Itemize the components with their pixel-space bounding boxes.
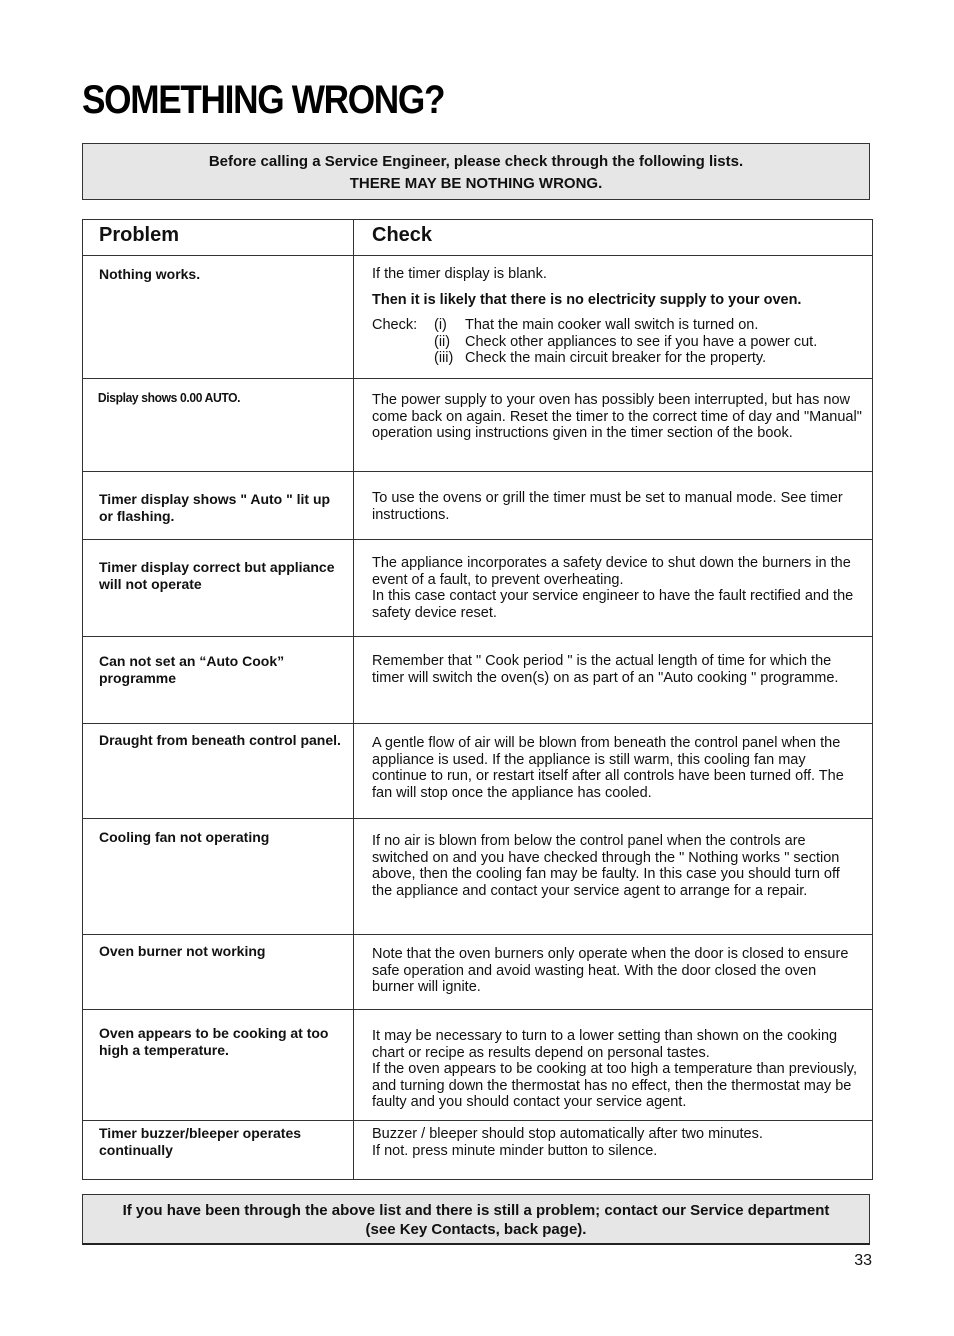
notice-line-1: If you have been through the above list and there is still a problem; contact our Service department (122, 1202, 830, 1219)
table-row (83, 379, 873, 472)
check-label: Check: (372, 317, 418, 333)
problem-cell: Nothing works. (99, 266, 201, 282)
table-row (83, 724, 873, 819)
table-row (83, 1121, 873, 1180)
check-cell: To use the ovens or grill the timer must be set to manual mode. See timer instructions. (372, 490, 843, 523)
problem-cell: Cooling fan not operating (99, 829, 270, 845)
table-row (83, 540, 873, 637)
problem-cell: Oven appears to be cooking at too high a temperature. (99, 1025, 329, 1058)
list-item: Check the main circuit breaker for the property. (465, 350, 767, 366)
problem-cell: Draught from beneath control panel. (99, 732, 341, 748)
problem-cell: Timer display correct but appliance will not operate (99, 559, 335, 592)
check-cell: Remember that " Cook period " is the actual length of time for which the timer will switch the oven(s) on as part of an "Auto cooking " programme. (372, 653, 839, 686)
page-title: SOMETHING WRONG? (82, 78, 445, 122)
list-item-number: (i) (434, 317, 447, 333)
service-contact-notice (82, 1194, 870, 1245)
check-text: Buzzer / bleeper should stop automatically after two minutes. (372, 1126, 763, 1142)
check-cell: A gentle flow of air will be blown from beneath the control panel when the appliance is used. If the appliance is still warm, this cooling fan may continue to run, or restart itself after all controls have been turned off. The fan will stop once the appliance has cooled. (372, 735, 844, 801)
table-row (83, 935, 873, 1010)
check-text: It may be necessary to turn to a lower setting than shown on the cooking chart or recipe as results depend on personal tastes. (372, 1028, 838, 1061)
list-item-number: (iii) (434, 350, 454, 366)
check-cell: Note that the oven burners only operate when the door is closed to ensure safe operation and avoid wasting heat. With the door closed the oven burner will ignite. (372, 946, 849, 995)
problem-cell: Timer buzzer/bleeper operates continually (99, 1125, 302, 1158)
check-cell: The power supply to your oven has possibly been interrupted, but has now come back on again. Reset the timer to the correct time of day and "Manual" operation using instructions given in the timer section of the book. (372, 392, 862, 441)
check-cell (354, 1121, 872, 1159)
table-row (83, 1010, 873, 1121)
list-item: That the main cooker wall switch is turned on. (465, 317, 759, 333)
table-row (83, 819, 873, 935)
pre-service-notice (82, 143, 870, 200)
check-text: If the timer display is blank. (372, 266, 547, 282)
check-column-header: Check (354, 220, 873, 256)
problem-cell: Display shows 0.00 AUTO. (97, 390, 241, 405)
page-number: 33 (854, 1252, 872, 1269)
troubleshooting-table (82, 219, 873, 1180)
check-text: If the oven appears to be cooking at too high a temperature than previously, and turning down the thermostat has no effect, then the thermostat may be faulty and you should contact your service agent. (372, 1061, 857, 1110)
problem-cell: Oven burner not working (99, 943, 266, 959)
list-item-number: (ii) (434, 333, 451, 350)
problem-cell: Can not set an “Auto Cook” programme (99, 653, 285, 686)
check-text: The appliance incorporates a safety device to shut down the burners in the event of a fault, to prevent overheating. (372, 555, 851, 588)
check-cell (354, 540, 872, 621)
check-text: If not. press minute minder button to silence. (372, 1142, 658, 1159)
check-list (372, 317, 862, 367)
notice-line-1: Before calling a Service Engineer, please check through the following lists. (208, 153, 744, 170)
table-row (83, 637, 873, 724)
check-cell (354, 1010, 872, 1111)
check-text-bold: Then it is likely that there is no electricity supply to your oven. (372, 291, 802, 308)
table-header-row (83, 220, 873, 256)
list-item: Check other appliances to see if you have a power cut. (465, 333, 818, 350)
table-row (83, 472, 873, 540)
table-row (83, 256, 873, 379)
check-cell: If no air is blown from below the control panel when the controls are switched on and you have checked through the " Nothing works " section above, then the cooling fan may be faulty. In this case you should turn off the appliance and contact your service agent to arrange for a repair. (372, 833, 840, 899)
check-cell (354, 256, 872, 367)
problem-cell: Timer display shows " Auto " lit up or flashing. (99, 491, 331, 524)
notice-line-2: (see Key Contacts, back page). (365, 1221, 587, 1238)
check-text: In this case contact your service engineer to have the fault rectified and the safety device reset. (372, 588, 854, 621)
problem-column-header: Problem (83, 220, 354, 256)
notice-line-2: THERE MAY BE NOTHING WRONG. (349, 175, 603, 192)
